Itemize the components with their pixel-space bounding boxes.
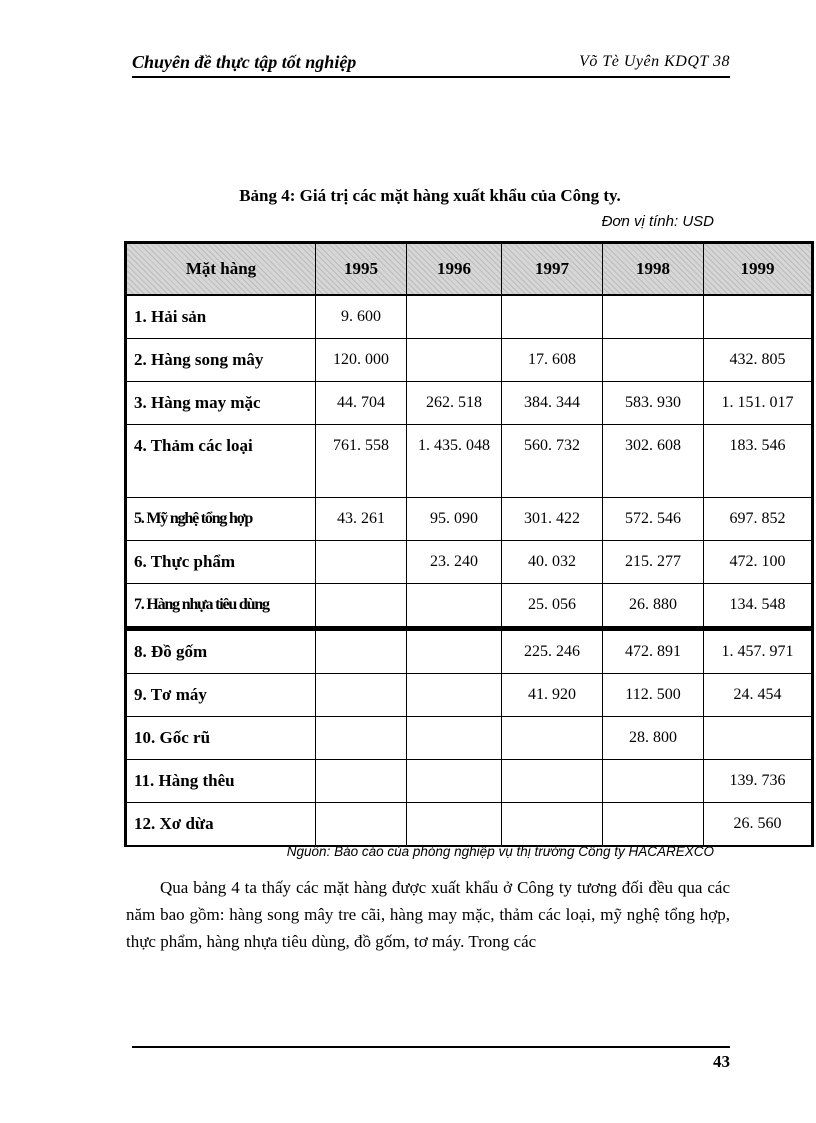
table-row [126, 674, 813, 717]
row-label: 9. Tơ máy [126, 674, 316, 717]
table-cell [316, 717, 407, 760]
table-cell [316, 584, 407, 629]
table-cell [502, 717, 603, 760]
table-cell [407, 584, 502, 629]
table-cell [407, 629, 502, 674]
table-cell [704, 717, 813, 760]
table-cell: 1. 457. 971 [704, 629, 813, 674]
column-header-item: Mặt hàng [126, 243, 316, 296]
table-cell: 134. 548 [704, 584, 813, 629]
table-cell [316, 629, 407, 674]
table-cell: 215. 277 [603, 541, 704, 584]
table-row [126, 760, 813, 803]
row-label: 10. Gốc rũ [126, 717, 316, 760]
row-label: 3. Hàng may mặc [126, 382, 316, 425]
table-cell [502, 803, 603, 847]
table-cell [407, 803, 502, 847]
table-cell [407, 339, 502, 382]
row-label: 11. Hàng thêu [126, 760, 316, 803]
table-row [126, 382, 813, 425]
table-cell: 432. 805 [704, 339, 813, 382]
table-cell [704, 295, 813, 339]
table-cell [603, 803, 704, 847]
row-label: 1. Hải sản [126, 295, 316, 339]
table-cell [603, 760, 704, 803]
table-cell: 26. 560 [704, 803, 813, 847]
table-title: Bảng 4: Giá trị các mặt hàng xuất khẩu của Công ty. [239, 186, 621, 205]
table-cell [316, 760, 407, 803]
table-row [126, 295, 813, 339]
table-cell: 472. 891 [603, 629, 704, 674]
table-cell [316, 674, 407, 717]
table-row [126, 339, 813, 382]
table-cell [407, 760, 502, 803]
table-cell: 25. 056 [502, 584, 603, 629]
table-cell: 183. 546 [704, 425, 813, 498]
table-cell [502, 760, 603, 803]
table-unit: Đơn vị tính: USD [601, 213, 714, 230]
table-row [126, 803, 813, 847]
table-cell: 572. 546 [603, 498, 704, 541]
table-cell [407, 674, 502, 717]
table-cell: 262. 518 [407, 382, 502, 425]
table-row [126, 425, 813, 498]
table-source: Nguồn: Báo cáo của phòng nghiệp vụ thị trường Công ty HACAREXCO [286, 844, 714, 859]
table-cell [603, 295, 704, 339]
table-cell: 95. 090 [407, 498, 502, 541]
table-row [126, 584, 813, 629]
table-cell: 225. 246 [502, 629, 603, 674]
table-cell [316, 541, 407, 584]
table-cell: 28. 800 [603, 717, 704, 760]
table-cell: 17. 608 [502, 339, 603, 382]
row-label: 2. Hàng song mây [126, 339, 316, 382]
row-label: 8. Đồ gốm [126, 629, 316, 674]
column-header-1999: 1999 [704, 243, 813, 296]
header-document-title: Chuyên đề thực tập tốt nghiệp [132, 52, 357, 72]
table-cell: 44. 704 [316, 382, 407, 425]
table-cell: 1. 435. 048 [407, 425, 502, 498]
table-cell: 472. 100 [704, 541, 813, 584]
table-cell: 560. 732 [502, 425, 603, 498]
table-cell: 43. 261 [316, 498, 407, 541]
table-cell [502, 295, 603, 339]
header-author: Võ Tè Uyên KDQT 38 [579, 53, 730, 70]
table-cell: 301. 422 [502, 498, 603, 541]
table-cell: 583. 930 [603, 382, 704, 425]
footer-divider [132, 1046, 730, 1048]
table-cell: 139. 736 [704, 760, 813, 803]
export-value-table [124, 241, 814, 847]
table-cell [316, 803, 407, 847]
row-label: 6. Thực phẩm [126, 541, 316, 584]
table-cell: 23. 240 [407, 541, 502, 584]
table-row [126, 541, 813, 584]
table-cell [407, 717, 502, 760]
page-number: 43 [713, 1052, 730, 1071]
table-row [126, 717, 813, 760]
table-cell: 302. 608 [603, 425, 704, 498]
table-cell [407, 295, 502, 339]
row-label: 4. Thảm các loại [126, 425, 316, 498]
table-cell: 9. 600 [316, 295, 407, 339]
column-header-1998: 1998 [603, 243, 704, 296]
row-label: 5. Mỹ nghệ tổng hợp [126, 498, 316, 541]
table-row [126, 498, 813, 541]
table-cell: 40. 032 [502, 541, 603, 584]
table-row [126, 629, 813, 674]
column-header-1995: 1995 [316, 243, 407, 296]
table-cell: 41. 920 [502, 674, 603, 717]
page-header [132, 52, 730, 78]
table-cell: 24. 454 [704, 674, 813, 717]
table-cell [603, 339, 704, 382]
table-cell: 761. 558 [316, 425, 407, 498]
table-cell: 120. 000 [316, 339, 407, 382]
table-cell: 112. 500 [603, 674, 704, 717]
column-header-1996: 1996 [407, 243, 502, 296]
table-cell: 26. 880 [603, 584, 704, 629]
table-header-row [126, 243, 813, 296]
row-label: 12. Xơ dừa [126, 803, 316, 847]
table-cell: 697. 852 [704, 498, 813, 541]
table-cell: 1. 151. 017 [704, 382, 813, 425]
column-header-1997: 1997 [502, 243, 603, 296]
table-cell: 384. 344 [502, 382, 603, 425]
row-label: 7. Hàng nhựa tiêu dùng [126, 584, 316, 629]
body-paragraph: Qua bảng 4 ta thấy các mặt hàng được xuất khẩu ở Công ty tương đối đều qua các năm bao gồm: hàng song mây tre cãi, hàng may mặc, thảm các loại, mỹ nghệ tổng hợp, thực phẩm, hàng nhựa tiêu dùng, đồ gốm, tơ máy. Trong các [126, 878, 730, 951]
